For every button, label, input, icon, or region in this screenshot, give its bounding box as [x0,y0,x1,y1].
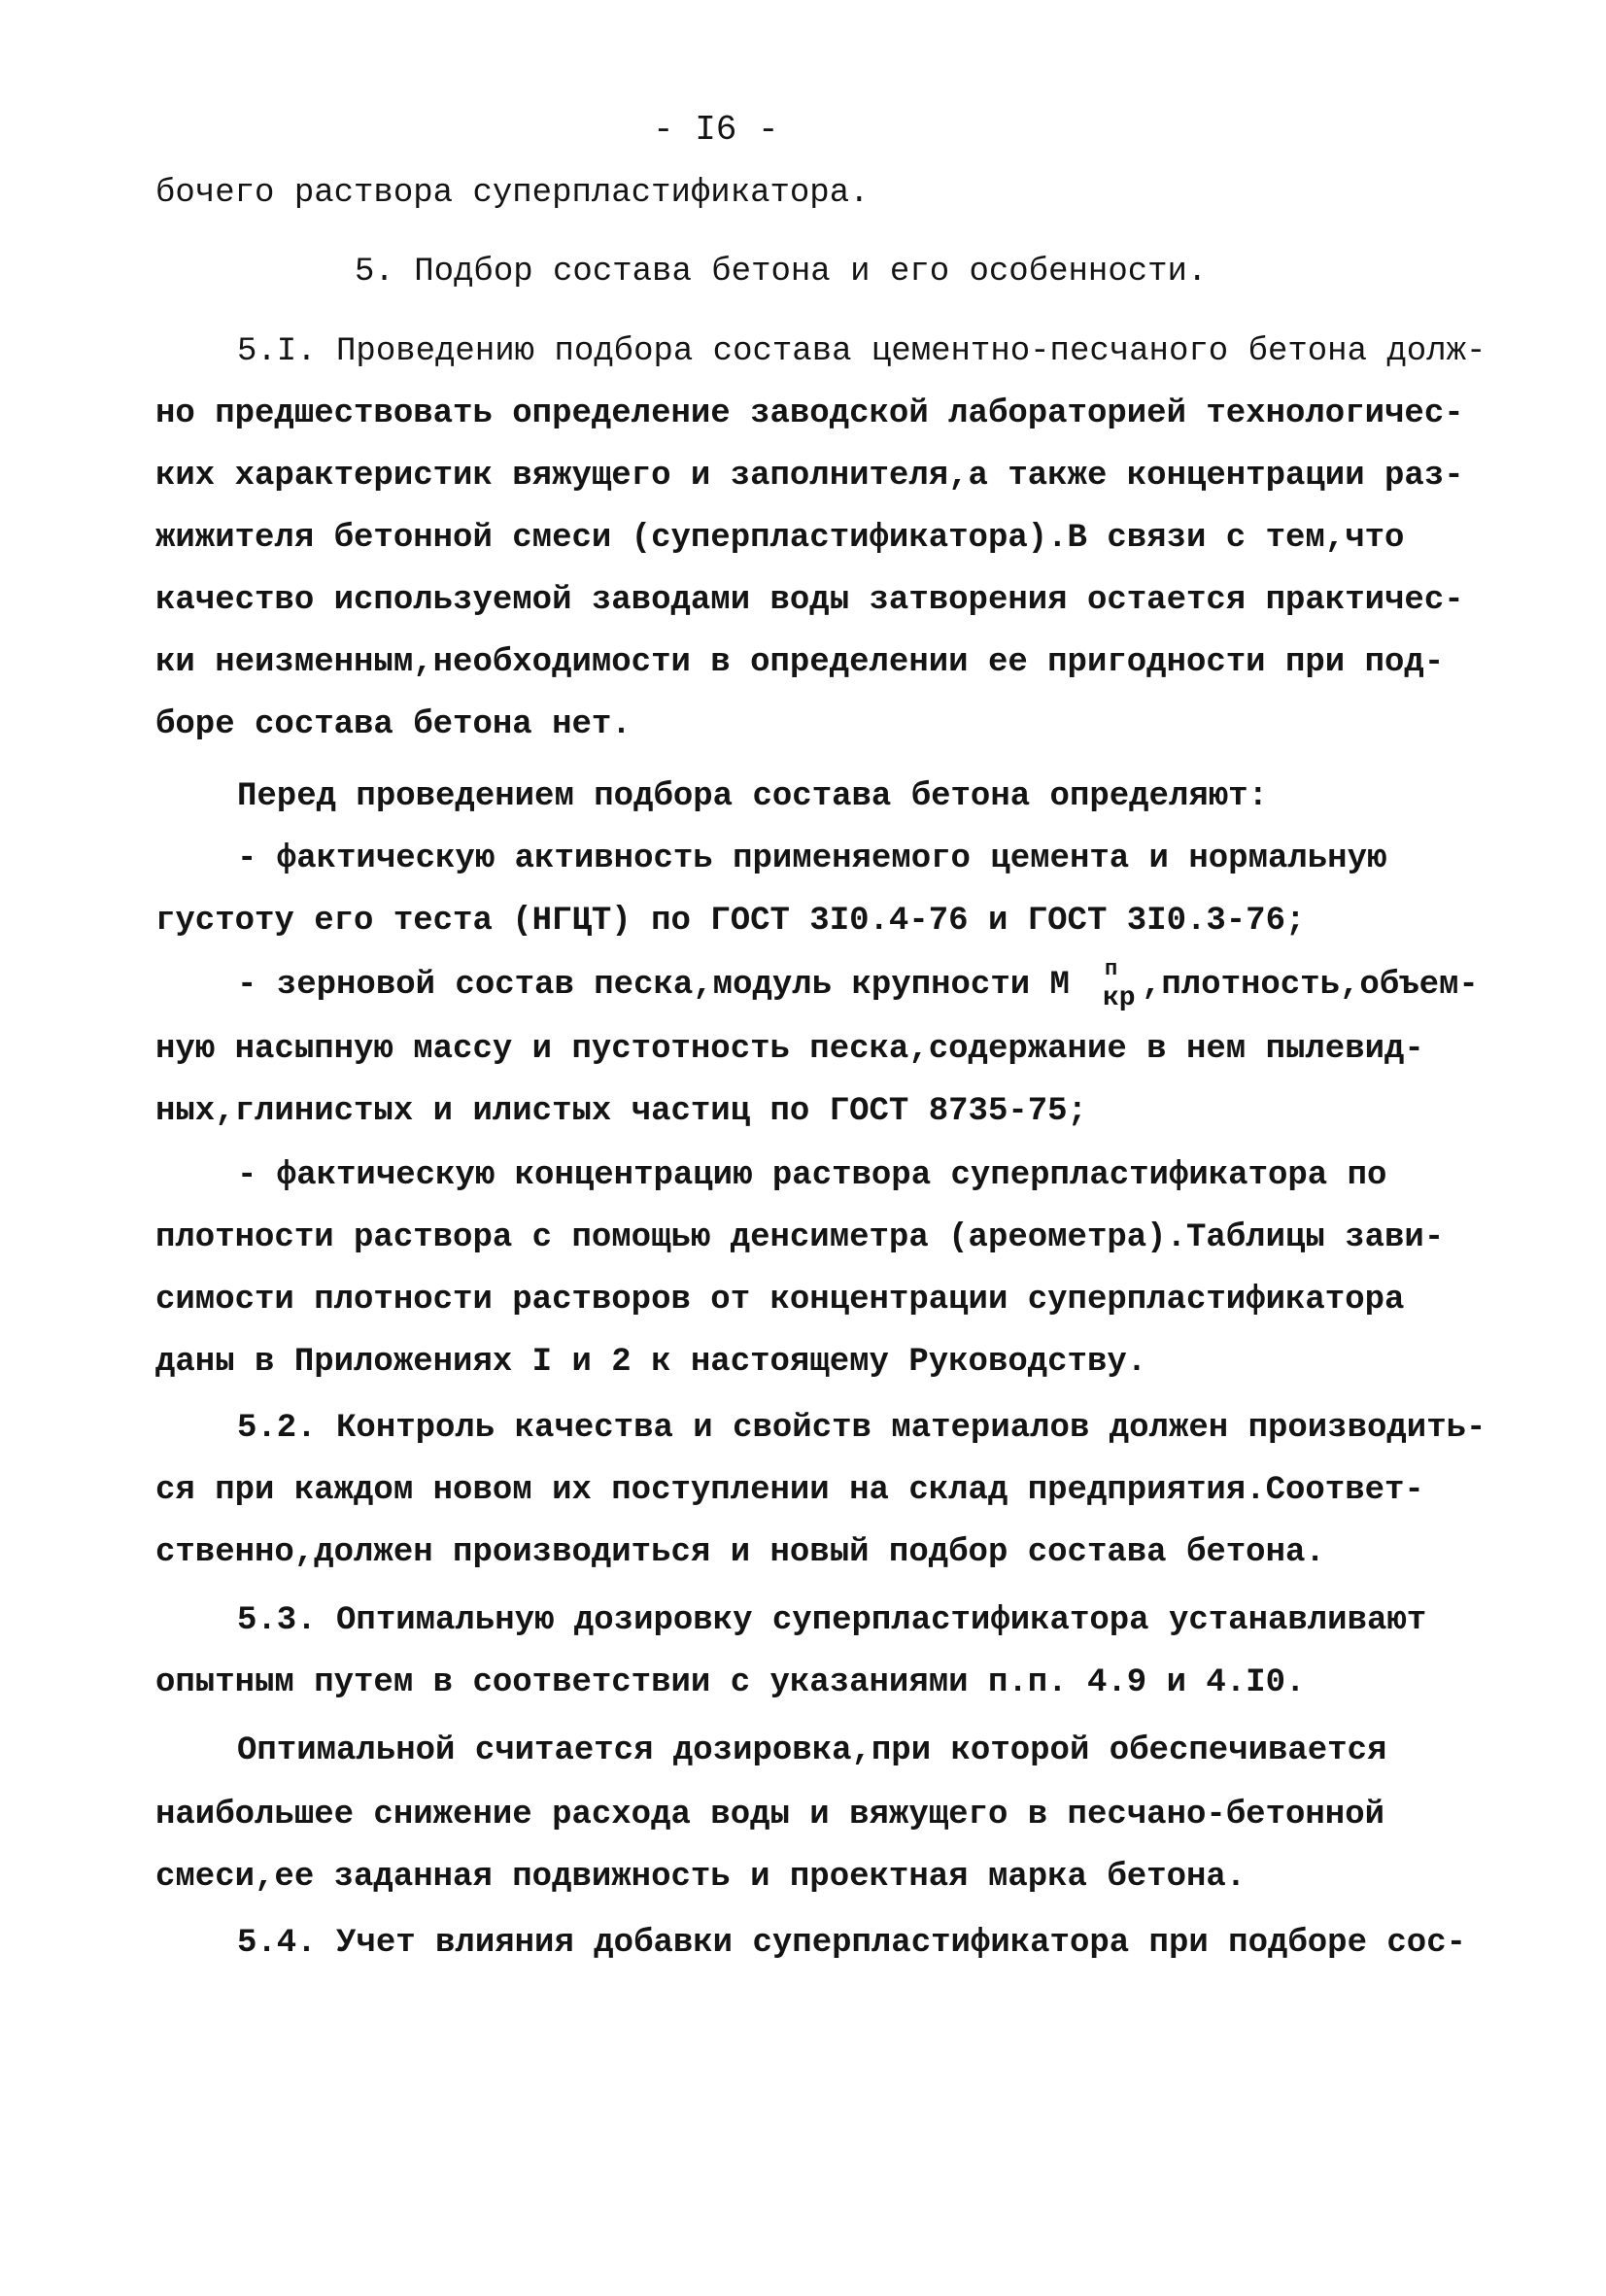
paragraph-line: опытным путем в соответствии с указаниями п.п. 4.9 и 4.I0. [155,1664,1306,1701]
list-item-line: плотности раствора с помощью денсиметра (ареометра).Таблицы зави- [155,1219,1445,1256]
modulus-symbol [1070,957,1142,1013]
paragraph-line: 5.I. Проведению подбора состава цементно-песчаного бетона долж- [237,333,1486,370]
list-item-line: ных,глинистых и илистых частиц по ГОСТ 8735-75; [155,1093,1087,1130]
list-item-line: густоту его теста (НГЦТ) по ГОСТ 3I0.4-76 и ГОСТ 3I0.3-76; [155,903,1306,940]
superscript: п [1104,957,1118,981]
paragraph-line: качество используемой заводами воды затворения остается практичес- [155,582,1464,619]
paragraph-line: но предшествовать определение заводской лабораторией технологичес- [155,395,1464,432]
paragraph-line: 5.3. Оптимальную дозировку суперпластификатора устанавливают [237,1602,1427,1639]
paragraph-line: ки неизменным,необходимости в определении ее пригодности при под- [155,644,1445,681]
subscript: кр [1102,983,1136,1013]
list-item-line: даны в Приложениях I и 2 к настоящему Руководству. [155,1344,1147,1381]
list-item-line: симости плотности растворов от концентрации суперпластификатора [155,1282,1405,1319]
paragraph-line: наибольшее снижение расхода воды и вяжущего в песчано-бетонной [155,1797,1385,1833]
paragraph-line: ся при каждом новом их поступлении на склад предприятия.Соответ- [155,1472,1424,1509]
list-item-line: - фактическую активность применяемого цемента и нормальную [237,840,1387,877]
list-item-line: ную насыпную массу и пустотность песка,содержание в нем пылевид- [155,1031,1424,1068]
paragraph-line: ственно,должен производиться и новый подбор состава бетона. [155,1534,1325,1571]
paragraph-line: жижителя бетонной смеси (суперпластификатора).В связи с тем,что [155,520,1405,557]
paragraph-line: ких характеристик вяжущего и заполнителя,а также концентрации раз- [155,458,1464,495]
paragraph-line: Оптимальной считается дозировка,при которой обеспечивается [237,1732,1387,1769]
list-item-line: - фактическую концентрацию раствора суперпластификатора по [237,1157,1387,1194]
paragraph-line: боре состава бетона нет. [155,706,632,743]
list-item-line [237,957,1479,1013]
list-intro: Перед проведением подбора состава бетона определяют: [237,778,1268,815]
intro-line: бочего раствора суперпластификатора. [155,175,870,212]
page-number: - I6 - [653,110,779,150]
list-item-text: - зерновой состав песка,модуль крупности М [237,967,1070,1004]
paragraph-line: 5.2. Контроль качества и свойств материалов должен производить- [237,1410,1486,1447]
paragraph-line: 5.4. Учет влияния добавки суперпластификатора при подборе сос- [237,1925,1467,1962]
section-heading: 5. Подбор состава бетона и его особенности. [355,254,1208,291]
list-item-text: ,плотность,объем- [1141,967,1479,1004]
paragraph-line: смеси,ее заданная подвижность и проектная марка бетона. [155,1859,1247,1896]
